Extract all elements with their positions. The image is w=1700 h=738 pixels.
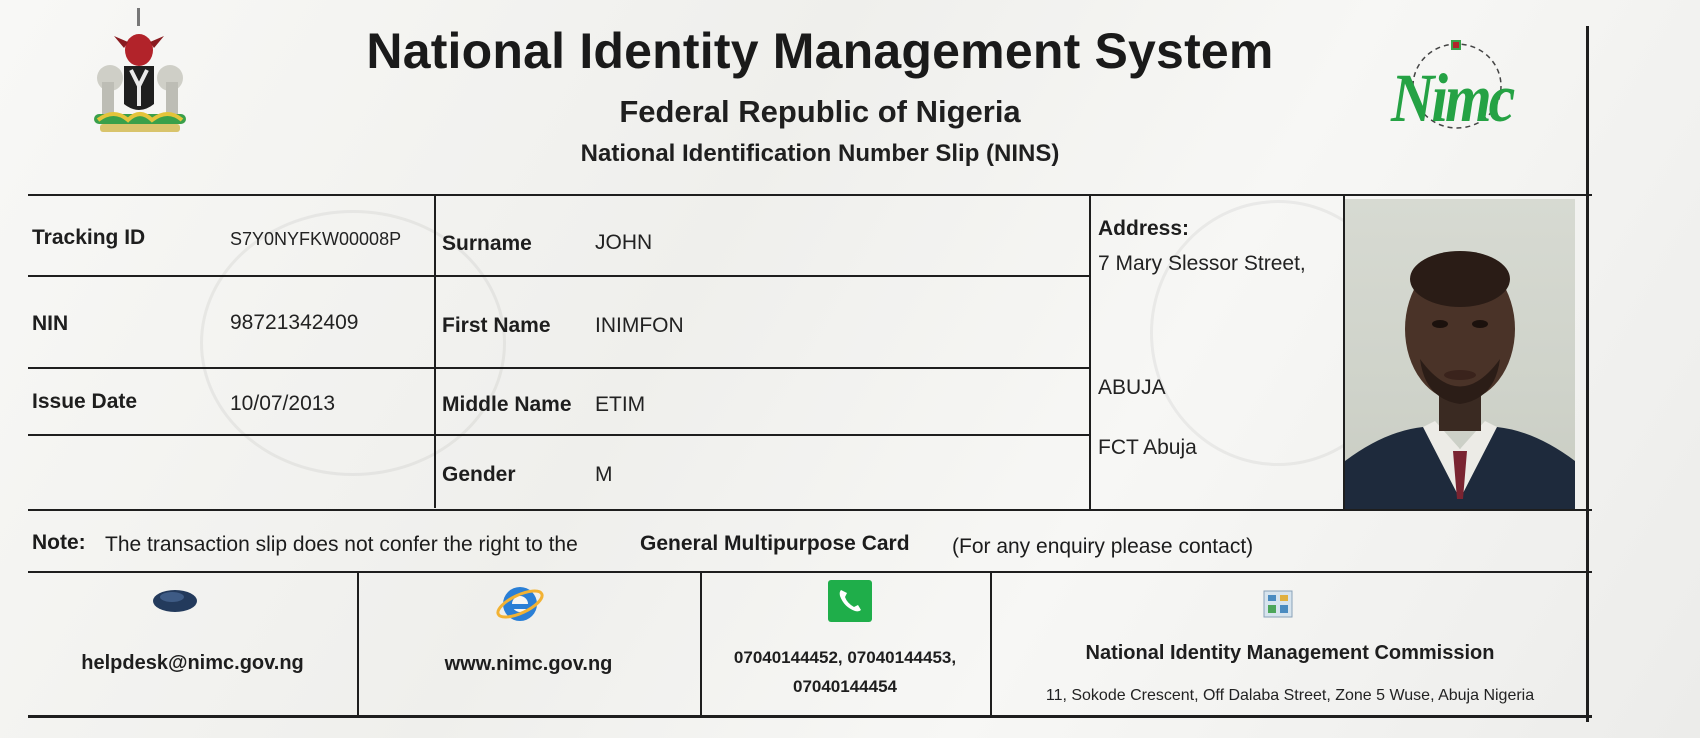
holder-photo: [1345, 199, 1575, 509]
nimc-logo-text: Nimc: [1391, 59, 1513, 136]
footer-divider-1: [357, 571, 359, 717]
table-top-border: [28, 194, 1592, 196]
page-title: National Identity Management System: [366, 23, 1274, 79]
page-subtitle: Federal Republic of Nigeria: [619, 94, 1021, 129]
gender-label: Gender: [442, 463, 516, 486]
issue-date-label: Issue Date: [32, 390, 138, 413]
phone-numbers-line2: 07040144454: [792, 677, 897, 696]
org-name: National Identity Management Commission: [1085, 642, 1495, 664]
gender-value: M: [595, 463, 613, 486]
table-bottom-border: [28, 509, 1592, 511]
issue-date-value: 10/07/2013: [230, 392, 336, 415]
website-link: www.nimc.gov.ng: [444, 653, 613, 675]
address-city: ABUJA: [1098, 376, 1166, 399]
surname-value: JOHN: [595, 231, 653, 254]
first-name-value: INIMFON: [595, 314, 684, 337]
surname-label: Surname: [442, 232, 532, 255]
right-border: [1586, 26, 1589, 722]
tracking-id-value: S7Y0NYFKW00008P: [230, 229, 402, 249]
note-label: Note:: [32, 531, 86, 554]
note-card: General Multipurpose Card: [640, 532, 910, 555]
portrait-image: [1345, 199, 1575, 509]
phone-numbers-line1: 07040144452, 07040144453,: [733, 648, 957, 667]
row-divider-3: [28, 434, 1089, 436]
middle-name-label: Middle Name: [442, 393, 572, 416]
phone-numbers: [700, 648, 990, 697]
phone-icon: [828, 580, 872, 622]
footer-bottom-border: [28, 715, 1592, 718]
divider-col1: [434, 194, 436, 508]
nin-value: 98721342409: [230, 311, 359, 334]
row-divider-2: [28, 367, 1089, 369]
footer-top-border: [28, 571, 1592, 573]
building-icon: [1262, 585, 1294, 619]
org-address: 11, Sokode Crescent, Off Dalaba Street, Zone 5 Wuse, Abuja Nigeria: [1045, 687, 1535, 704]
note-contact: (For any enquiry please contact): [952, 535, 1254, 558]
middle-name-value: ETIM: [595, 393, 646, 416]
first-name-label: First Name: [442, 314, 551, 337]
note-text: The transaction slip does not confer the right to the: [105, 533, 578, 556]
internet-explorer-icon: [495, 580, 545, 626]
address-label: Address:: [1098, 217, 1190, 240]
divider-col2: [1089, 194, 1091, 510]
tracking-id-label: Tracking ID: [32, 226, 146, 249]
row-divider-1: [28, 275, 1089, 277]
address-line1: 7 Mary Slessor Street,: [1098, 252, 1306, 275]
address-state: FCT Abuja: [1098, 436, 1197, 459]
helpdesk-email: helpdesk@nimc.gov.ng: [81, 652, 304, 674]
slip-title: National Identification Number Slip (NINS): [580, 140, 1060, 167]
nin-label: NIN: [32, 312, 69, 335]
email-icon: [150, 585, 200, 615]
